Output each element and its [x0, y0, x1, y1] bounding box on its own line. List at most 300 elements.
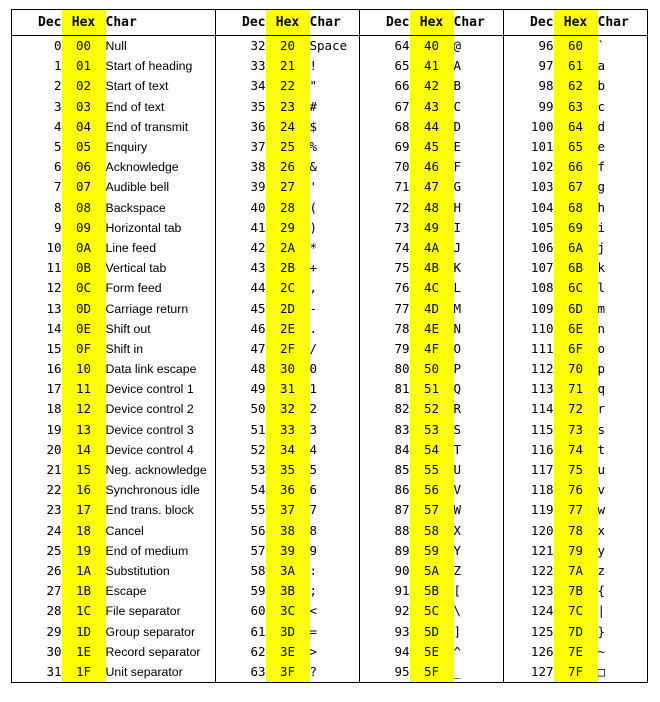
char-cell: Neg. acknowledge [106, 460, 216, 480]
table-row [12, 561, 648, 581]
hex-cell: 08 [62, 198, 106, 218]
hex-cell: 7D [554, 621, 598, 641]
dec-cell: 87 [394, 502, 410, 518]
hex-cell: 65 [554, 137, 598, 157]
hex-cell: 56 [410, 480, 454, 500]
char-cell: x [597, 522, 606, 538]
hex-cell: 31 [266, 379, 310, 399]
hex-cell: 1F [62, 662, 106, 683]
dec-cell: 15 [46, 340, 62, 356]
dec-cell: 81 [394, 381, 410, 397]
table-row [12, 117, 648, 137]
char-cell: W [454, 500, 504, 520]
char-cell: \ [454, 601, 504, 621]
char-cell: } [597, 623, 606, 639]
char-cell: D [454, 117, 504, 137]
hex-cell: 54 [410, 440, 454, 460]
hex-cell: 36 [266, 480, 310, 500]
char-cell: J [454, 238, 504, 258]
dec-cell: 40 [250, 199, 266, 215]
dec-cell: 22 [46, 482, 62, 498]
char-cell: T [454, 440, 504, 460]
char-cell: + [310, 258, 360, 278]
dec-cell: 49 [250, 381, 266, 397]
dec-cell: 8 [53, 199, 62, 215]
dec-cell: 7 [53, 179, 62, 195]
hex-cell: 34 [266, 440, 310, 460]
char-cell: " [310, 76, 360, 96]
hex-cell: 7B [554, 581, 598, 601]
char-cell: 2 [310, 399, 360, 419]
dec-cell: 119 [530, 502, 554, 518]
dec-cell: 52 [250, 441, 266, 457]
dec-cell: 79 [394, 340, 410, 356]
hex-cell: 03 [62, 97, 106, 117]
hex-cell: 3A [266, 561, 310, 581]
char-cell: Escape [106, 581, 216, 601]
char-cell: Carriage return [106, 298, 216, 318]
hex-cell: 3F [266, 662, 310, 683]
dec-cell: 85 [394, 462, 410, 478]
hex-cell: 42 [410, 76, 454, 96]
dec-cell: 118 [530, 482, 554, 498]
hex-cell: 48 [410, 198, 454, 218]
hex-cell: 5C [410, 601, 454, 621]
hex-cell: 69 [554, 218, 598, 238]
table-row [12, 399, 648, 419]
dec-cell: 6 [53, 159, 62, 175]
hex-cell: 52 [410, 399, 454, 419]
dec-cell: 62 [250, 643, 266, 659]
table-row [12, 500, 648, 520]
char-column-header: Char [106, 10, 216, 36]
dec-cell: 54 [250, 482, 266, 498]
char-cell: p [597, 361, 606, 377]
dec-cell: 19 [46, 421, 62, 437]
hex-cell: 09 [62, 218, 106, 238]
char-cell: $ [310, 117, 360, 137]
char-cell: 0 [310, 359, 360, 379]
dec-cell: 113 [530, 381, 554, 397]
dec-cell: 20 [46, 441, 62, 457]
dec-cell: 37 [250, 139, 266, 155]
dec-cell: 88 [394, 522, 410, 538]
dec-cell: 110 [530, 320, 554, 336]
dec-cell: 111 [530, 340, 554, 356]
hex-cell: 0F [62, 339, 106, 359]
dec-cell: 56 [250, 522, 266, 538]
dec-cell: 61 [250, 623, 266, 639]
dec-cell: 27 [46, 583, 62, 599]
char-cell: @ [454, 36, 504, 57]
char-cell: - [310, 298, 360, 318]
hex-cell: 02 [62, 76, 106, 96]
hex-cell: 1C [62, 601, 106, 621]
dec-cell: 14 [46, 320, 62, 336]
dec-cell: 78 [394, 320, 410, 336]
dec-cell: 9 [53, 219, 62, 235]
char-cell: 6 [310, 480, 360, 500]
char-cell: 8 [310, 521, 360, 541]
hex-cell: 38 [266, 521, 310, 541]
hex-cell: 24 [266, 117, 310, 137]
hex-cell: 63 [554, 97, 598, 117]
dec-cell: 93 [394, 623, 410, 639]
char-cell: Device control 4 [106, 440, 216, 460]
hex-cell: 55 [410, 460, 454, 480]
dec-cell: 42 [250, 239, 266, 255]
char-cell: { [597, 583, 606, 599]
dec-cell: 57 [250, 542, 266, 558]
dec-cell: 60 [250, 603, 266, 619]
dec-cell: 51 [250, 421, 266, 437]
char-cell: 7 [310, 500, 360, 520]
char-cell: Device control 2 [106, 399, 216, 419]
char-cell: z [597, 562, 606, 578]
dec-cell: 53 [250, 462, 266, 478]
hex-cell: 4C [410, 278, 454, 298]
char-cell: Data link escape [106, 359, 216, 379]
hex-cell: 60 [554, 36, 598, 57]
dec-cell: 116 [530, 441, 554, 457]
char-cell: Acknowledge [106, 157, 216, 177]
dec-cell: 101 [530, 139, 554, 155]
table-row [12, 480, 648, 500]
table-row [12, 440, 648, 460]
dec-cell: 77 [394, 300, 410, 316]
table-row [12, 298, 648, 318]
dec-cell: 105 [530, 219, 554, 235]
dec-cell: 115 [530, 421, 554, 437]
dec-cell: 70 [394, 159, 410, 175]
char-cell: l [597, 280, 606, 296]
dec-cell: 67 [394, 98, 410, 114]
dec-cell: 69 [394, 139, 410, 155]
table-row [12, 541, 648, 561]
hex-cell: 7F [554, 662, 598, 683]
char-cell: End of transmit [106, 117, 216, 137]
dec-cell: 50 [250, 401, 266, 417]
char-cell: b [597, 78, 606, 94]
dec-cell: 11 [46, 260, 62, 276]
char-cell: [ [454, 581, 504, 601]
hex-cell: 50 [410, 359, 454, 379]
dec-cell: 92 [394, 603, 410, 619]
hex-cell: 5D [410, 621, 454, 641]
char-cell: 4 [310, 440, 360, 460]
char-cell: E [454, 137, 504, 157]
hex-cell: 70 [554, 359, 598, 379]
dec-cell: 25 [46, 542, 62, 558]
hex-cell: 4F [410, 339, 454, 359]
dec-cell: 107 [530, 260, 554, 276]
dec-cell: 120 [530, 522, 554, 538]
hex-cell: 64 [554, 117, 598, 137]
dec-cell: 83 [394, 421, 410, 437]
dec-cell: 100 [530, 118, 554, 134]
char-cell: . [310, 319, 360, 339]
hex-cell: 1E [62, 642, 106, 662]
dec-cell: 104 [530, 199, 554, 215]
hex-cell: 2B [266, 258, 310, 278]
char-cell: e [597, 139, 606, 155]
hex-cell: 5F [410, 662, 454, 683]
dec-cell: 34 [250, 78, 266, 94]
hex-cell: 25 [266, 137, 310, 157]
dec-cell: 122 [530, 562, 554, 578]
hex-cell: 0C [62, 278, 106, 298]
char-cell: _ [454, 662, 504, 683]
char-cell: Line feed [106, 238, 216, 258]
hex-cell: 0A [62, 238, 106, 258]
char-cell: , [310, 278, 360, 298]
hex-cell: 4B [410, 258, 454, 278]
char-cell: ^ [454, 642, 504, 662]
char-cell: Z [454, 561, 504, 581]
hex-cell: 3C [266, 601, 310, 621]
hex-cell: 2A [266, 238, 310, 258]
hex-column-header: Hex [266, 10, 310, 36]
char-cell: G [454, 177, 504, 197]
dec-cell: 123 [530, 583, 554, 599]
dec-cell: 112 [530, 361, 554, 377]
dec-cell: 39 [250, 179, 266, 195]
char-cell: Device control 3 [106, 420, 216, 440]
hex-cell: 53 [410, 420, 454, 440]
char-cell: = [310, 621, 360, 641]
hex-column-header: Hex [62, 10, 106, 36]
dec-cell: 63 [250, 663, 266, 679]
char-cell: End of text [106, 97, 216, 117]
dec-column-header: Dec [504, 10, 554, 36]
hex-cell: 44 [410, 117, 454, 137]
hex-cell: 28 [266, 198, 310, 218]
dec-cell: 106 [530, 239, 554, 255]
dec-cell: 74 [394, 239, 410, 255]
table-row [12, 177, 648, 197]
char-cell: N [454, 319, 504, 339]
dec-cell: 114 [530, 401, 554, 417]
char-cell: 9 [310, 541, 360, 561]
hex-cell: 66 [554, 157, 598, 177]
table-row [12, 56, 648, 76]
dec-cell: 2 [53, 78, 62, 94]
dec-cell: 76 [394, 280, 410, 296]
char-cell: □ [597, 663, 606, 679]
char-cell: t [597, 441, 606, 457]
dec-cell: 17 [46, 381, 62, 397]
hex-cell: 45 [410, 137, 454, 157]
dec-cell: 31 [46, 663, 62, 679]
char-cell: End trans. block [106, 500, 216, 520]
dec-cell: 89 [394, 542, 410, 558]
dec-cell: 66 [394, 78, 410, 94]
hex-cell: 37 [266, 500, 310, 520]
char-cell: w [597, 502, 606, 518]
hex-column-header: Hex [554, 10, 598, 36]
char-cell: Record separator [106, 642, 216, 662]
char-cell: F [454, 157, 504, 177]
dec-cell: 117 [530, 462, 554, 478]
table-row [12, 621, 648, 641]
hex-cell: 59 [410, 541, 454, 561]
hex-cell: 0D [62, 298, 106, 318]
hex-cell: 04 [62, 117, 106, 137]
hex-cell: 20 [266, 36, 310, 57]
table-row [12, 460, 648, 480]
char-cell: Null [106, 36, 216, 57]
hex-cell: 13 [62, 420, 106, 440]
char-cell: X [454, 521, 504, 541]
hex-cell: 17 [62, 500, 106, 520]
hex-cell: 57 [410, 500, 454, 520]
header-row [12, 10, 648, 36]
dec-cell: 80 [394, 361, 410, 377]
dec-cell: 103 [530, 179, 554, 195]
table-row [12, 359, 648, 379]
dec-cell: 127 [530, 663, 554, 679]
char-cell: Group separator [106, 621, 216, 641]
hex-cell: 26 [266, 157, 310, 177]
hex-cell: 30 [266, 359, 310, 379]
table-row [12, 97, 648, 117]
hex-cell: 6E [554, 319, 598, 339]
hex-cell: 4D [410, 298, 454, 318]
char-cell: i [597, 219, 606, 235]
char-cell: Device control 1 [106, 379, 216, 399]
dec-cell: 65 [394, 58, 410, 74]
char-cell: Backspace [106, 198, 216, 218]
hex-cell: 4E [410, 319, 454, 339]
hex-cell: 1B [62, 581, 106, 601]
hex-cell: 0B [62, 258, 106, 278]
char-cell: 1 [310, 379, 360, 399]
char-cell: q [597, 381, 606, 397]
hex-cell: 11 [62, 379, 106, 399]
dec-cell: 45 [250, 300, 266, 316]
char-cell: L [454, 278, 504, 298]
dec-cell: 75 [394, 260, 410, 276]
dec-cell: 43 [250, 260, 266, 276]
dec-cell: 121 [530, 542, 554, 558]
char-cell: < [310, 601, 360, 621]
hex-cell: 68 [554, 198, 598, 218]
dec-cell: 16 [46, 361, 62, 377]
dec-cell: 48 [250, 361, 266, 377]
char-cell: Audible bell [106, 177, 216, 197]
hex-cell: 07 [62, 177, 106, 197]
ascii-table [11, 9, 648, 683]
table-row [12, 278, 648, 298]
dec-cell: 13 [46, 300, 62, 316]
char-cell: f [597, 159, 606, 175]
char-cell: Cancel [106, 521, 216, 541]
char-cell: h [597, 199, 606, 215]
table-row [12, 581, 648, 601]
hex-cell: 46 [410, 157, 454, 177]
hex-cell: 18 [62, 521, 106, 541]
char-cell: Y [454, 541, 504, 561]
hex-cell: 6A [554, 238, 598, 258]
dec-cell: 28 [46, 603, 62, 619]
char-cell: a [597, 58, 606, 74]
dec-cell: 84 [394, 441, 410, 457]
char-cell: / [310, 339, 360, 359]
hex-cell: 0E [62, 319, 106, 339]
char-column-header: Char [598, 10, 648, 36]
table-row [12, 319, 648, 339]
char-cell: I [454, 218, 504, 238]
char-cell: Enquiry [106, 137, 216, 157]
char-cell: Q [454, 379, 504, 399]
hex-cell: 22 [266, 76, 310, 96]
hex-cell: 62 [554, 76, 598, 96]
char-cell: K [454, 258, 504, 278]
hex-cell: 6B [554, 258, 598, 278]
char-cell: u [597, 462, 606, 478]
hex-cell: 23 [266, 97, 310, 117]
dec-cell: 30 [46, 643, 62, 659]
hex-cell: 75 [554, 460, 598, 480]
char-cell: O [454, 339, 504, 359]
table-header [12, 10, 648, 36]
hex-cell: 7E [554, 642, 598, 662]
dec-cell: 24 [46, 522, 62, 538]
char-cell: Unit separator [106, 662, 216, 683]
hex-cell: 4A [410, 238, 454, 258]
char-column-header: Char [310, 10, 360, 36]
dec-cell: 46 [250, 320, 266, 336]
dec-cell: 26 [46, 562, 62, 578]
char-cell: ` [597, 38, 606, 54]
char-cell: n [597, 320, 606, 336]
char-cell: & [310, 157, 360, 177]
table-row [12, 601, 648, 621]
char-cell: s [597, 421, 606, 437]
char-cell: y [597, 542, 606, 558]
table-row [12, 642, 648, 662]
dec-cell: 95 [394, 663, 410, 679]
hex-cell: 71 [554, 379, 598, 399]
char-cell: Start of heading [106, 56, 216, 76]
dec-cell: 47 [250, 340, 266, 356]
dec-cell: 1 [53, 58, 62, 74]
char-cell: Vertical tab [106, 258, 216, 278]
table-row [12, 198, 648, 218]
dec-cell: 59 [250, 583, 266, 599]
hex-cell: 01 [62, 56, 106, 76]
char-cell: File separator [106, 601, 216, 621]
dec-cell: 64 [394, 38, 410, 54]
table-row [12, 76, 648, 96]
char-cell: r [597, 401, 606, 417]
dec-cell: 29 [46, 623, 62, 639]
char-cell: % [310, 137, 360, 157]
char-cell: : [310, 561, 360, 581]
dec-cell: 97 [538, 58, 554, 74]
dec-cell: 71 [394, 179, 410, 195]
hex-cell: 12 [62, 399, 106, 419]
dec-cell: 0 [53, 38, 62, 54]
hex-cell: 51 [410, 379, 454, 399]
hex-cell: 74 [554, 440, 598, 460]
hex-cell: 72 [554, 399, 598, 419]
hex-cell: 58 [410, 521, 454, 541]
dec-cell: 12 [46, 280, 62, 296]
hex-cell: 41 [410, 56, 454, 76]
dec-cell: 38 [250, 159, 266, 175]
hex-cell: 39 [266, 541, 310, 561]
